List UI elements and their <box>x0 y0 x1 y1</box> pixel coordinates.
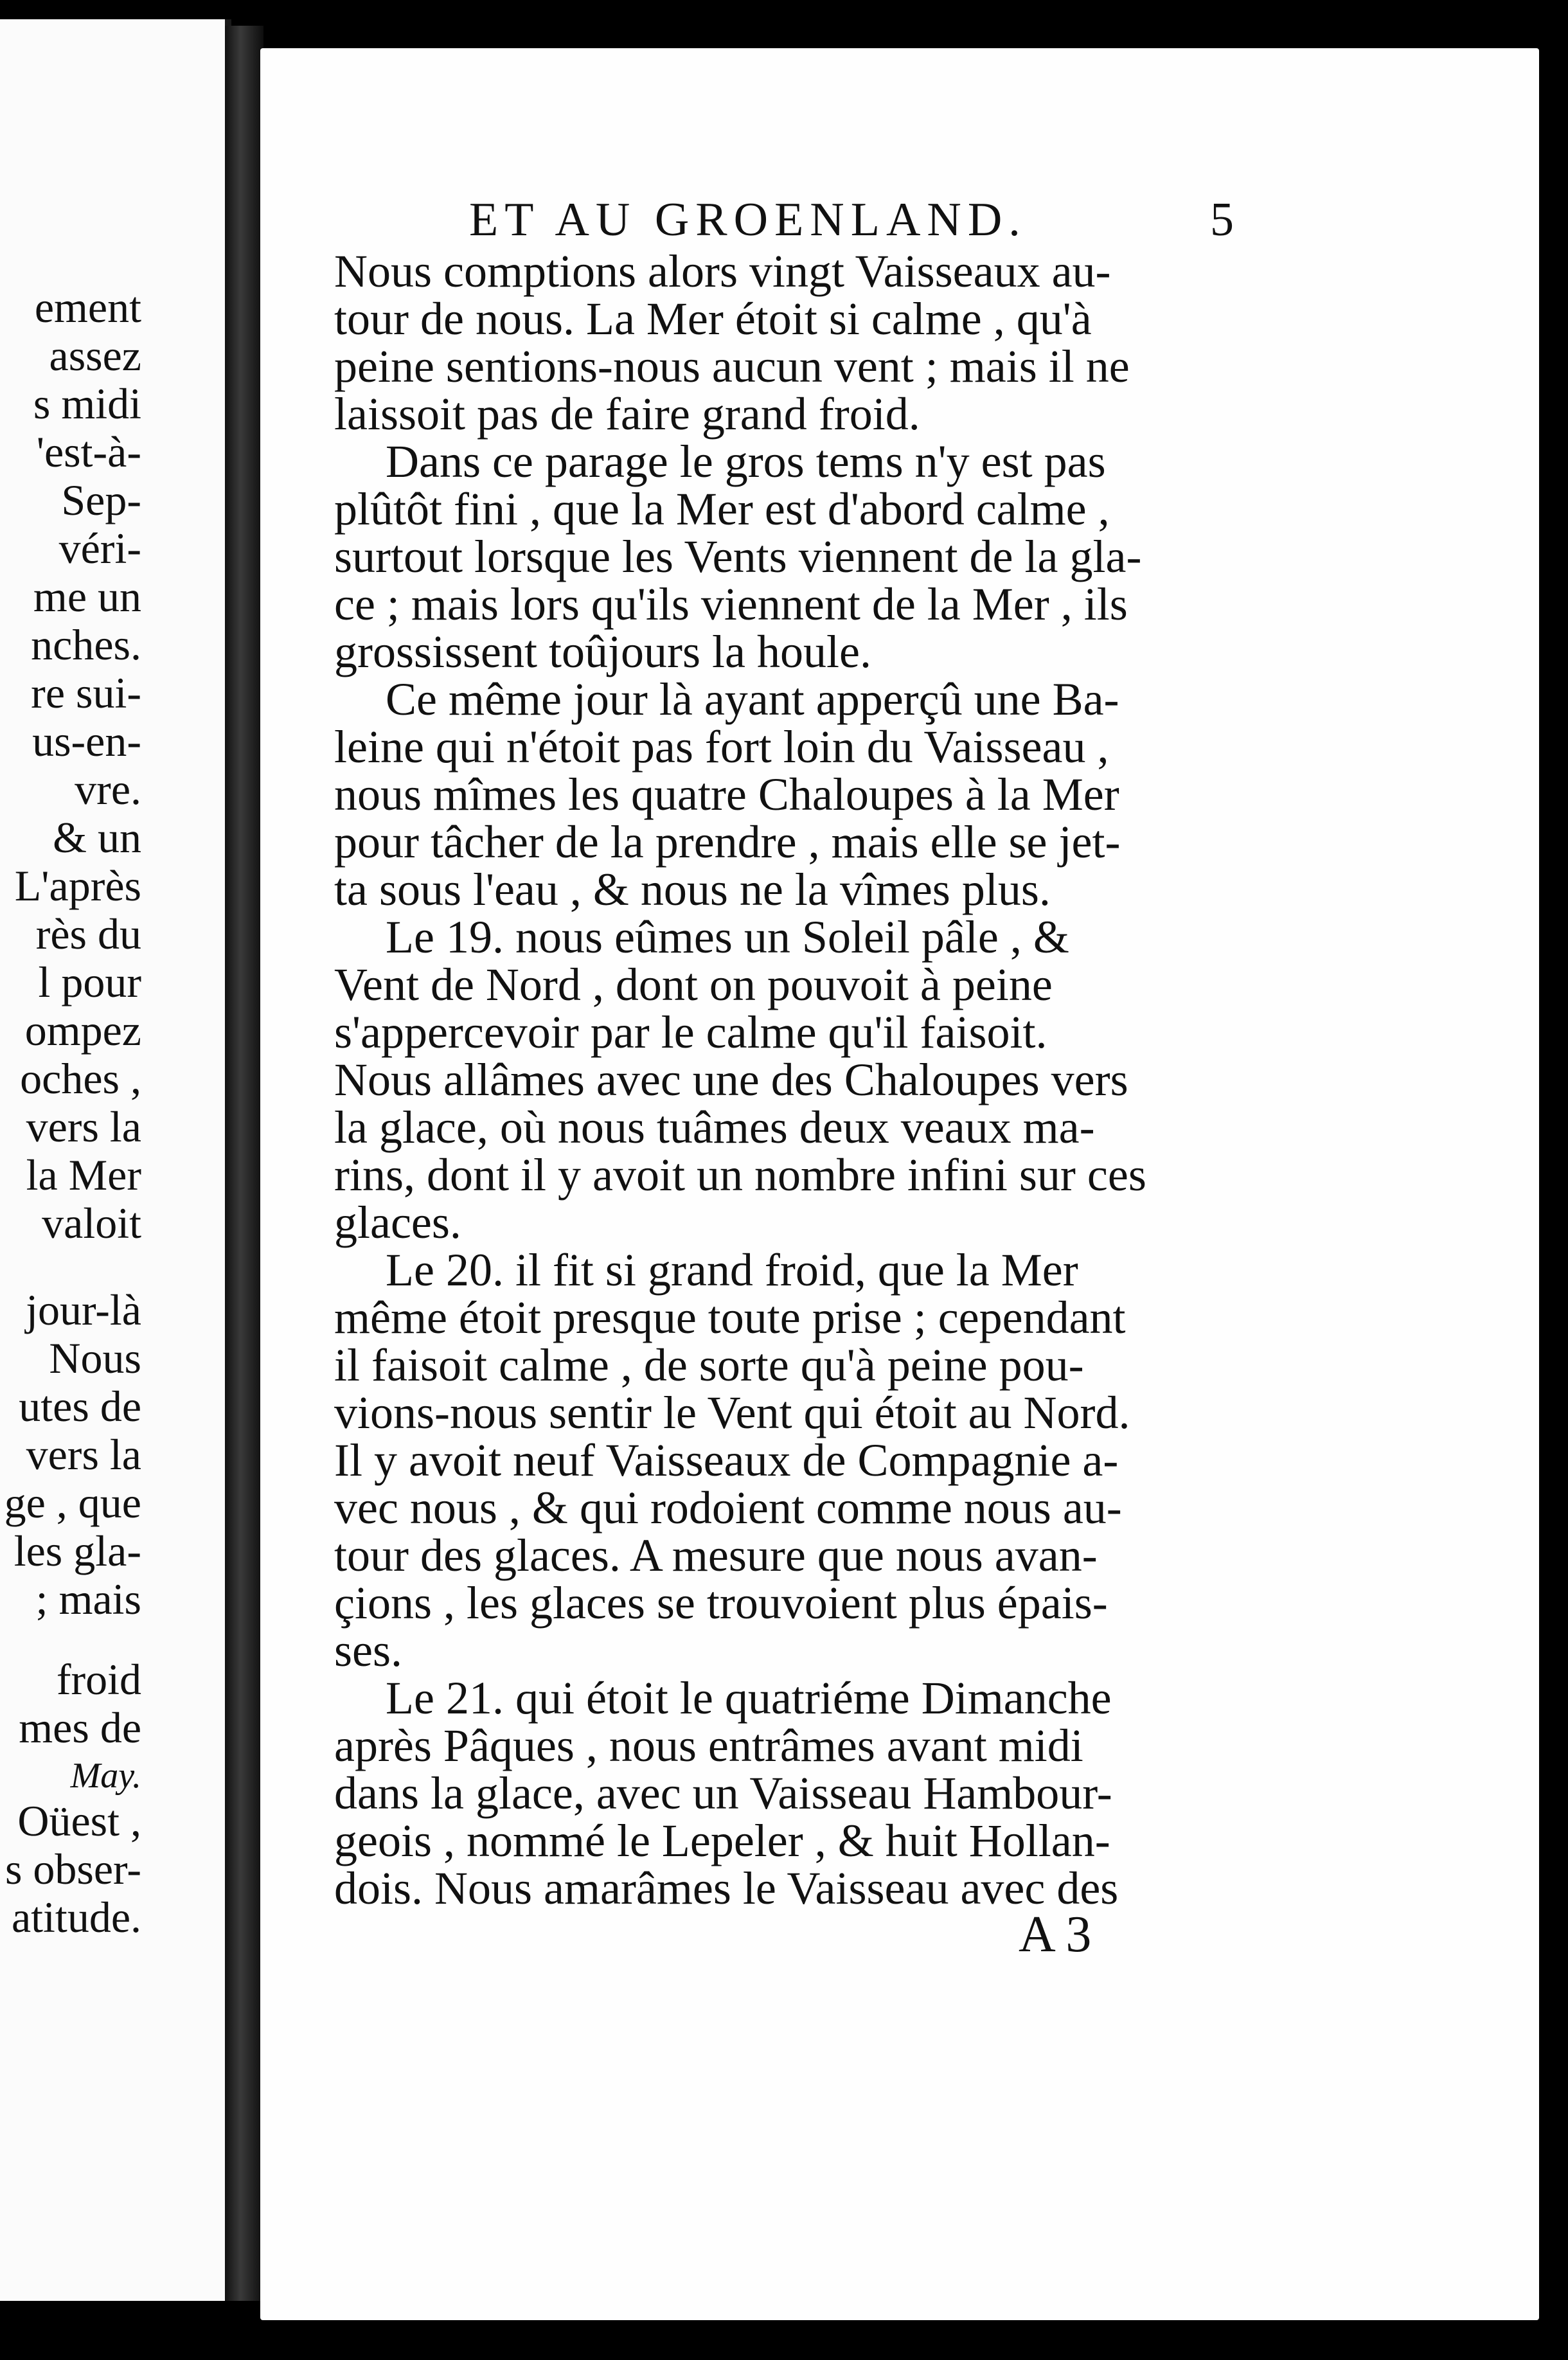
text-line: glaces. <box>334 1197 461 1248</box>
left-fragment: froid <box>56 1655 141 1704</box>
text-line: leine qui n'étoit pas fort loin du Vaisseau , <box>334 721 1109 773</box>
left-fragment: s obser- <box>4 1845 141 1893</box>
text-line: Il y avoit neuf Vaisseaux de Compagnie a- <box>334 1435 1119 1486</box>
text-line: Le 21. qui étoit le quatriéme Dimanche <box>386 1672 1112 1724</box>
text-line: ta sous l'eau , & nous ne la vîmes plus. <box>334 864 1051 915</box>
text-line: après Pâques , nous entrâmes avant midi <box>334 1720 1083 1771</box>
text-line: peine sentions-nous aucun vent ; mais il ne <box>334 341 1130 392</box>
left-fragment: ement <box>34 283 141 332</box>
text-line: nous mîmes les quatre Chaloupes à la Mer <box>334 769 1119 820</box>
left-fragment: ; mais <box>35 1575 141 1623</box>
left-fragment: Oüest , <box>17 1796 141 1845</box>
left-fragment: s midi <box>33 379 141 428</box>
text-line: rins, dont il y avoit un nombre infini sur ces <box>334 1149 1146 1201</box>
left-page <box>0 19 231 2301</box>
text-line: geois , nommé le Lepeler , & huit Hollan- <box>334 1815 1110 1866</box>
page-number: 5 <box>1210 193 1240 246</box>
left-fragment: rès du <box>35 909 141 958</box>
text-line: Dans ce parage le gros tems n'y est pas <box>386 436 1106 487</box>
text-line: surtout lorsque les Vents viennent de la gla- <box>334 531 1142 582</box>
book-gutter <box>225 26 263 2301</box>
text-line: tour de nous. La Mer étoit si calme , qu'à <box>334 293 1092 344</box>
left-fragment: vers la <box>26 1102 141 1151</box>
text-line: grossissent toûjours la houle. <box>334 626 871 677</box>
left-fragment: atitude. <box>11 1893 141 1942</box>
text-line: s'appercevoir par le calme qu'il faisoit. <box>334 1006 1047 1058</box>
running-title: ET AU GROENLAND. <box>469 193 1027 246</box>
left-fragment: Nous <box>49 1334 141 1382</box>
signature-mark: A 3 <box>1019 1906 1092 1963</box>
left-fragment: May. <box>70 1756 141 1796</box>
left-fragment: la Mer <box>26 1150 141 1199</box>
left-fragment: jour-là <box>26 1285 141 1334</box>
text-line: dans la glace, avec un Vaisseau Hambour- <box>334 1767 1112 1819</box>
text-line: çions , les glaces se trouvoient plus épais- <box>334 1577 1108 1629</box>
left-fragment: les gla- <box>13 1526 141 1575</box>
text-line: plûtôt fini , que la Mer est d'abord calme , <box>334 483 1110 535</box>
text-line: Le 20. il fit si grand froid, que la Mer <box>386 1244 1078 1296</box>
left-fragment: Sep- <box>61 476 141 524</box>
text-line: même étoit presque toute prise ; cependant <box>334 1292 1126 1343</box>
left-fragment: ompez <box>24 1006 141 1055</box>
left-fragment: l pour <box>38 958 141 1006</box>
text-line: ce ; mais lors qu'ils viennent de la Mer , ils <box>334 578 1128 630</box>
text-line: vions-nous sentir le Vent qui étoit au Nord. <box>334 1387 1130 1438</box>
left-fragment: utes de <box>19 1382 141 1431</box>
left-fragment: assez <box>49 331 141 380</box>
text-line: Nous comptions alors vingt Vaisseaux au- <box>334 246 1111 297</box>
left-fragment: nches. <box>31 620 141 669</box>
left-fragment: valoit <box>42 1199 141 1247</box>
left-fragment: ge , que <box>4 1478 141 1527</box>
left-fragment: mes de <box>19 1703 141 1752</box>
left-fragment: vers la <box>26 1430 141 1479</box>
left-fragment: & un <box>53 813 141 862</box>
left-fragment: L'après <box>14 861 141 910</box>
running-header <box>469 193 1240 251</box>
text-line: pour tâcher de la prendre , mais elle se jet- <box>334 816 1121 868</box>
text-line: tour des glaces. A mesure que nous avan- <box>334 1530 1098 1581</box>
text-line: Ce même jour là ayant apperçû une Ba- <box>386 674 1119 725</box>
text-line: vec nous , & qui rodoient comme nous au- <box>334 1482 1122 1533</box>
left-fragment: vre. <box>75 765 141 814</box>
left-fragment: 'est-à- <box>36 427 141 476</box>
left-fragment: me un <box>33 572 141 621</box>
left-fragment: re sui- <box>31 668 141 717</box>
left-fragment: us-en- <box>32 717 141 765</box>
left-fragment: oches , <box>20 1054 141 1103</box>
left-fragment: véri- <box>58 524 141 573</box>
text-line: laissoit pas de faire grand froid. <box>334 388 920 440</box>
text-line: dois. Nous amarâmes le Vaisseau avec des <box>334 1863 1119 1914</box>
text-line: Vent de Nord , dont on pouvoit à peine <box>334 959 1053 1010</box>
text-line: Nous allâmes avec une des Chaloupes vers <box>334 1054 1128 1105</box>
text-line: la glace, où nous tuâmes deux veaux ma- <box>334 1102 1095 1153</box>
text-line: ses. <box>334 1625 402 1676</box>
text-line: il faisoit calme , de sorte qu'à peine pou- <box>334 1339 1084 1391</box>
text-line: Le 19. nous eûmes un Soleil pâle , & <box>386 911 1069 963</box>
